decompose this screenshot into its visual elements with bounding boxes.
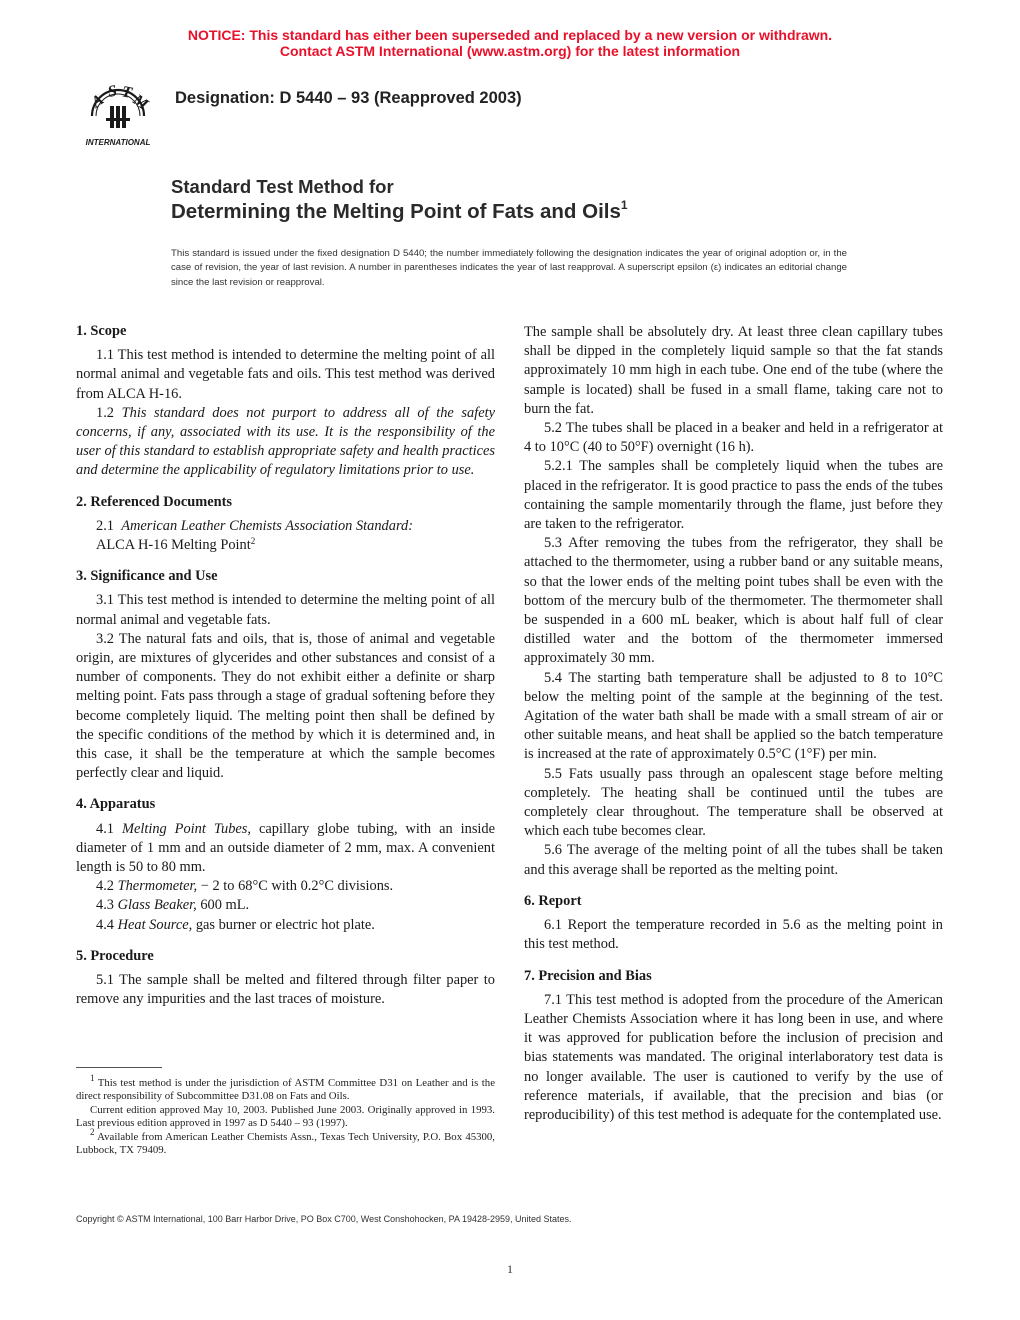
title-text: Determining the Melting Point of Fats and Oils <box>171 200 621 223</box>
section-heading: 7. Precision and Bias <box>524 967 652 984</box>
paragraph <box>76 517 495 536</box>
page-number: 1 <box>507 1262 513 1276</box>
safety-statement: This standard does not purport to address all of the safety concerns, if any, associated with its use. It is the responsibility of the user of this standard to establish appropriate safety and health practices and determine the applicability of regulatory limitations prior to use. <box>76 404 495 479</box>
footnote-ref: 2 <box>250 536 256 547</box>
paragraph: 6.1 Report the temperature recorded in 5.6 as the melting point in this test method. <box>524 917 943 953</box>
withdrawal-notice <box>0 27 1020 59</box>
paragraph: 3.1 This test method is intended to determine the melting point of all normal animal and vegetable fats. <box>76 592 495 628</box>
paragraph: 1.1 This test method is intended to determine the melting point of all normal animal and vegetable fats and oils. This test method was derived from ALCA H-16. <box>76 347 495 402</box>
paragraph: 5.5 Fats usually pass through an opalescent stage before melting completely. The heating shall be continued until the tubes are completely clear throughout. The temperature shall be observed at which each tube becomes clear. <box>524 765 943 840</box>
section-heading: 5. Procedure <box>76 947 154 964</box>
svg-text:M: M <box>129 91 152 114</box>
logo-label: INTERNATIONAL <box>85 138 151 147</box>
footnotes <box>76 1073 496 1157</box>
intro-paragraph: This standard is issued under the fixed designation D 5440; the number immediately following the designation indicates the year of original adoption or, in the case of revision, the year of last revision. A number in parentheses indicates the year of last reapproval. A superscript epsilon (ε) indicates an editorial change since the last revision or reapproval. <box>171 248 847 288</box>
paragraph-number: 1.2 <box>96 404 114 421</box>
paragraph: 4.3 Glass Beaker, 600 mL. <box>96 897 250 914</box>
paragraph: 3.2 The natural fats and oils, that is, those of animal and vegetable origin, are mixtures of glycerides and other substances and consist of a number of components. They do not exhibit either a definite or sharp melting point. Fats pass through a stage of gradual softening before they become completely liquid. The melting point then shall be defined by the specific conditions of the method by which it is determined and, in this case, it shall be the temperature at which the sample becomes perfectly clear and liquid. <box>76 630 495 782</box>
paragraph: 5.4 The starting bath temperature shall be adjusted to 8 to 10°C below the melting point of the sample at the beginning of the test. Agitation of the water bath shall be made with a small stream of air or other suitable means, and heat shall be applied so the batch temperature is increased at the rate of approximately 0.5°C (1°F) per min. <box>524 669 943 763</box>
paragraph <box>76 404 495 481</box>
reference-item: ALCA H-16 Melting Point$^2$ <box>96 536 256 554</box>
svg-text:A: A <box>88 91 108 112</box>
svg-text:S: S <box>106 82 119 101</box>
title-footnote-ref: 1 <box>620 198 628 212</box>
section-heading: 2. Referenced Documents <box>76 493 232 510</box>
paragraph: 5.2 The tubes shall be placed in a beaker and held in a refrigerator at 4 to 10°C (40 to 50°F) overnight (16 h). <box>524 420 943 456</box>
svg-text:T: T <box>120 83 134 102</box>
paragraph: 4.1 Melting Point Tubes, capillary globe tubing, with an inside diameter of 1 mm and an outside diameter of 2 mm, max. A convenient length is 50 to 80 mm. <box>76 820 495 876</box>
left-column <box>76 322 495 1010</box>
reference-title: American Leather Chemists Association Standard: <box>121 517 413 534</box>
paragraph: 5.2.1 The samples shall be completely liquid when the tubes are placed in the refrigerator. It is good practice to pass the ends of the tubes containing the sample momentarily through the flame, just before they are taken to the refrigerator. <box>524 458 943 533</box>
notice-line-2: Contact ASTM International (www.astm.org) for the latest information <box>279 43 741 59</box>
notice-line-1: NOTICE: This standard has either been superseded and replaced by a new version or withdrawn. <box>187 27 833 43</box>
paragraph: 5.6 The average of the melting point of all the tubes shall be taken and this average shall be reported as the melting point. <box>524 842 943 878</box>
paragraph: 5.1 The sample shall be melted and filtered through filter paper to remove any impurities and the last traces of moisture. <box>76 972 495 1008</box>
footnote: Current edition approved May 10, 2003. Published June 2003. Originally approved in 1993. Last previous edition approved in 1997 as D 5440 – 93 (1997). <box>76 1103 495 1130</box>
footnote: $^2$ Available from American Leather Chemists Assn., Texas Tech University, P.O. Box 45300, Lubbock, TX 79409. <box>76 1126 496 1157</box>
footnote-divider <box>76 1067 162 1068</box>
right-column <box>524 323 943 1125</box>
document-title <box>171 175 628 225</box>
paragraph: The sample shall be absolutely dry. At least three clean capillary tubes shall be dipped in the completely liquid sample so that the fat stands approximately 10 mm high in each tube. One end of the tube (where the sample is located) shall be fused in a small flame, taking care not to burn the fat. <box>524 324 943 417</box>
paragraph: 5.3 After removing the tubes from the refrigerator, they shall be attached to the thermometer, using a rubber band or any suitable means, so that the lower ends of the melting point tubes shall be even with the bottom of the mercury bulb of the thermometer. The thermometer shall be suspended in a 600 mL beaker, which is about half full of clear distilled water and the bottom of the thermometer immersed approximately 30 mm. <box>524 535 943 667</box>
section-heading: 3. Significance and Use <box>76 568 218 585</box>
section-heading: 6. Report <box>524 892 582 909</box>
astm-logo-icon <box>76 72 160 152</box>
designation: Designation: D 5440 – 93 (Reapproved 2003) <box>175 89 522 107</box>
section-heading: 1. Scope <box>76 323 127 339</box>
paragraph: 4.2 Thermometer, − 2 to 68°C with 0.2°C divisions. <box>96 878 394 895</box>
paragraph-number: 2.1 <box>96 517 114 534</box>
title-line-2 <box>171 199 628 225</box>
copyright: Copyright © ASTM International, 100 Barr Harbor Drive, PO Box C700, West Conshohocken, PA 19428-2959, United States. <box>76 1214 572 1224</box>
footnote: $^1$ This test method is under the jurisdiction of ASTM Committee D31 on Leather and is the direct responsibility of Subcommittee D31.08 on Fats and Oils. <box>76 1073 495 1103</box>
paragraph: 7.1 This test method is adopted from the procedure of the American Leather Chemists Association where it has long been in use, and where it was approved for publication before the inclusion of precision and bias statements was mandated. The original interlaboratory test data is no longer available. The user is cautioned to verify by the use of reference materials, if available, that the precision and bias (or reproducibility) of this test method is adequate for the contemplated use. <box>524 991 943 1123</box>
section-heading: 4. Apparatus <box>76 796 156 813</box>
paragraph: 4.4 Heat Source, gas burner or electric hot plate. <box>96 916 375 933</box>
title-line-1: Standard Test Method for <box>171 176 394 197</box>
